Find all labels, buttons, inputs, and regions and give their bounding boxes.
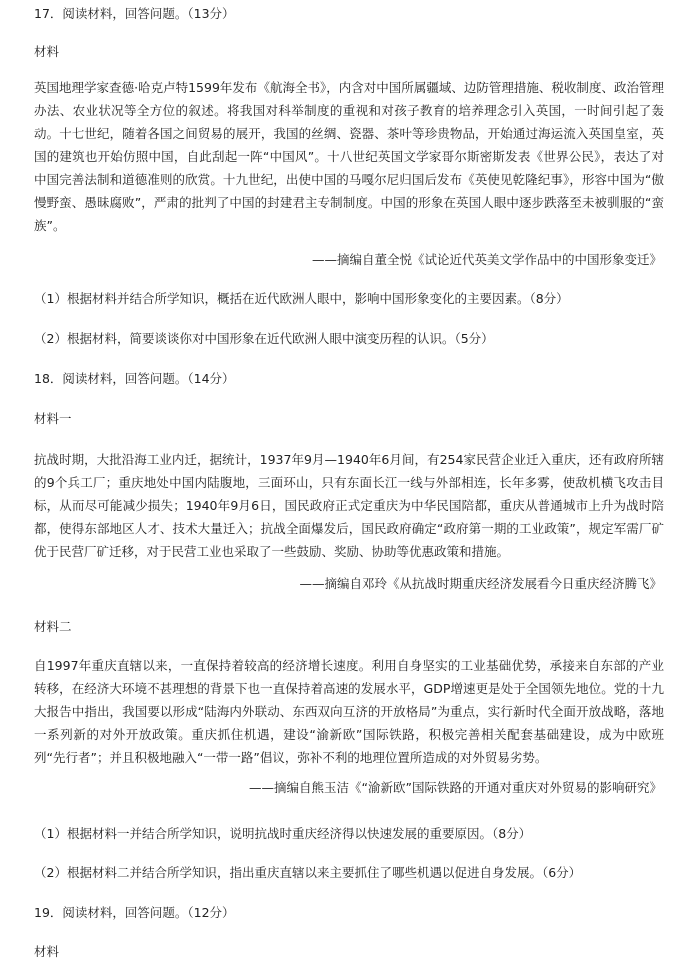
q17-sub-question-1: （1）根据材料并结合所学知识，概括在近代欧洲人眼中，影响中国形象变化的主要因素。（8分） <box>34 291 569 306</box>
q17-heading: 17．阅读材料，回答问题。（13分） <box>34 6 235 21</box>
q18-material2-label: 材料二 <box>34 619 72 634</box>
q17-material-label: 材料 <box>34 44 60 59</box>
q18-passage-1: 抗战时期，大批沿海工业内迁，据统计，1937年9月—1940年6月间，有254家民营企业迁入重庆，还有政府所辖的9个兵工厂；重庆地处中国内陆腹地，三面环山，只有东面长江一线与外部相连，长年多雾，使敌机横飞攻击目标，从而尽可能减少损失；1940年9月6日，国民政府正式定重庆为中华民国陪都，重庆从普通城市上升为战时陪都，使得东部地区人才、技术大量迁入；抗战全面爆发后，国民政府确定“政府第一期的工业政策”，规定军需厂矿优于民营厂矿迁移，对于民营工业也采取了一些鼓励、奖励、协助等优惠政策和措施。 <box>34 452 664 559</box>
q18-heading: 18．阅读材料，回答问题。（14分） <box>34 371 235 386</box>
q18-sub-question-1: （1）根据材料一并结合所学知识，说明抗战时重庆经济得以快速发展的重要原因。（8分） <box>34 826 532 841</box>
q18-source-1: ——摘编自邓玲《从抗战时期重庆经济发展看今日重庆经济腾飞》 <box>299 576 662 591</box>
q18-source-2: ——摘编自熊玉洁《“渝新欧”国际铁路的开通对重庆对外贸易的影响研究》 <box>249 780 662 795</box>
q19-material-label: 材料 <box>34 944 60 959</box>
q17-source: ——摘编自董全悦《试论近代英美文学作品中的中国形象变迁》 <box>311 252 662 267</box>
q18-passage-2: 自1997年重庆直辖以来，一直保持着较高的经济增长速度。利用自身坚实的工业基础优势，承接来自东部的产业转移，在经济大环境不甚理想的背景下也一直保持着高速的发展水平，GDP增速更是处于全国领先地位。党的十九大报告中指出，我国要以形成“陆海内外联动、东西双向互济的开放格局”为重点，实行新时代全面开放战略，落地一系列新的对外开放政策。重庆抓住机遇，建设“渝新欧”国际铁路，积极完善相关配套基础建设，成为中欧班列“先行者”；并且积极地融入“一带一路”倡议，弥补不利的地理位置所造成的对外贸易劣势。 <box>34 658 664 765</box>
q17-sub-question-2: （2）根据材料，简要谈谈你对中国形象在近代欧洲人眼中演变历程的认识。（5分） <box>34 331 494 346</box>
q19-heading: 19．阅读材料，回答问题。（12分） <box>34 905 235 920</box>
q18-sub-question-2: （2）根据材料二并结合所学知识，指出重庆直辖以来主要抓住了哪些机遇以促进自身发展。（6分） <box>34 865 582 880</box>
q17-passage: 英国地理学家查德·哈克卢特1599年发布《航海全书》，内含对中国所属疆域、边防管理措施、税收制度、政治管理办法、农业状况等全方位的叙述。将我国对科举制度的重视和对孩子教育的培养理念引入英国，一时间引起了轰动。十七世纪，随着各国之间贸易的展开，我国的丝绸、瓷器、茶叶等珍贵物品，开始通过海运流入英国皇室，英国的建筑也开始仿照中国，自此刮起一阵“中国风”。十八世纪英国文学家哥尔斯密斯发表《世界公民》，表达了对中国完善法制和道德准则的欣赏。十九世纪，出使中国的马嘎尔尼归国后发布《英使见乾隆纪事》，形容中国为“傲慢野蛮、愚昧腐败”，严肃的批判了中国的封建君主专制制度。中国的形象在英国人眼中逐步跌落至未被驯服的“蛮族”。 <box>34 80 664 233</box>
q18-material1-label: 材料一 <box>34 411 72 426</box>
